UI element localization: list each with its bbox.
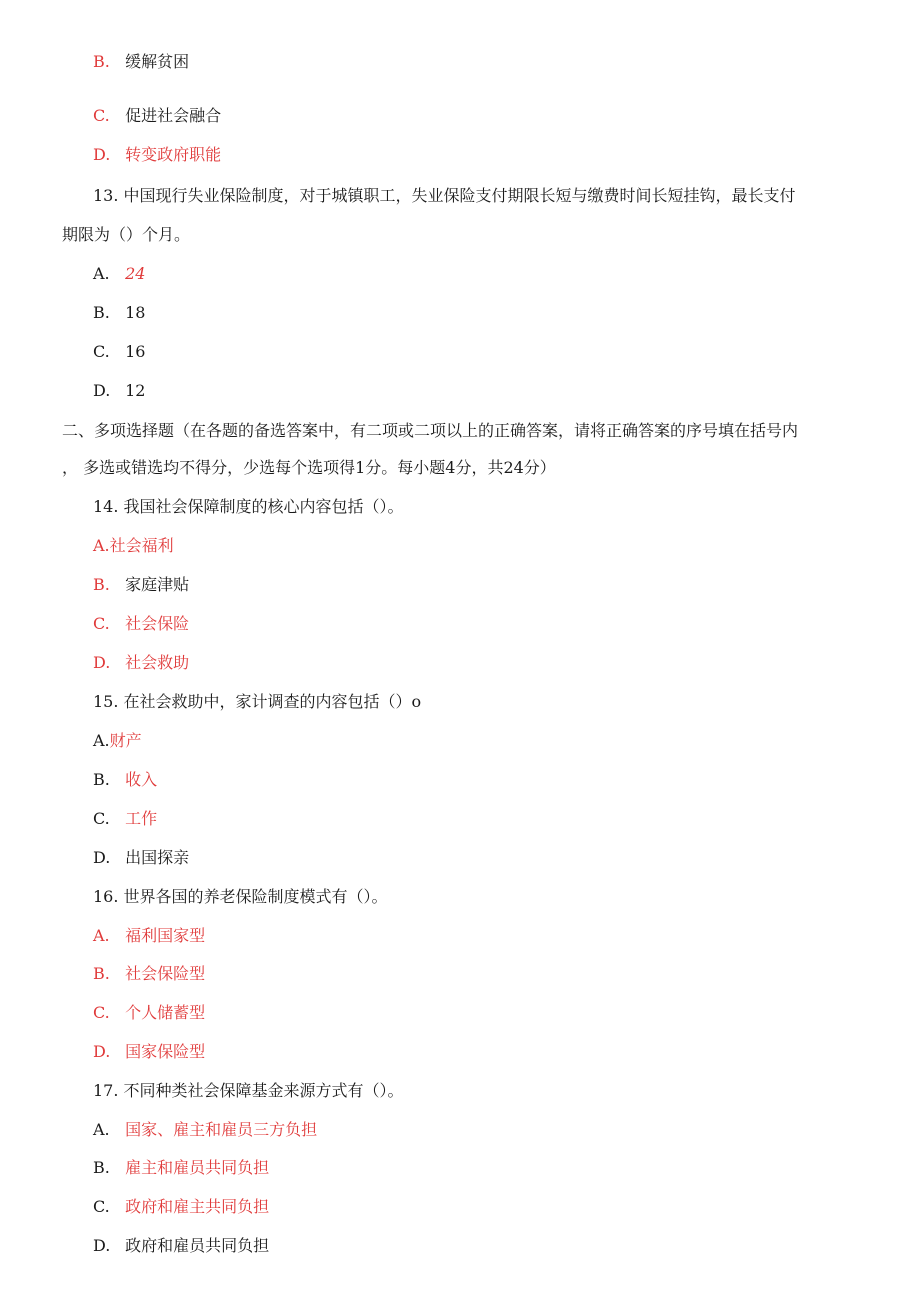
option-text: 雇主和雇员共同负担 (125, 1158, 270, 1177)
option-label: A. (93, 926, 110, 945)
option-text: 社会保险型 (125, 964, 206, 983)
q14-option-c (93, 614, 189, 634)
q16-option-a (93, 926, 205, 946)
option-text: 16 (125, 342, 146, 361)
option-text: 财产 (109, 731, 142, 750)
option-label: B. (93, 52, 110, 71)
option-text: 政府和雇员共同负担 (125, 1236, 270, 1255)
q13-option-c (93, 342, 145, 362)
q13-option-a (93, 264, 145, 284)
option-label: D. (93, 653, 111, 672)
option-text: 收入 (125, 770, 158, 789)
option-label: D. (93, 1042, 111, 1061)
q14-option-a (93, 536, 174, 556)
option-label: C. (93, 809, 110, 828)
option-label: B. (93, 964, 110, 983)
q13-option-d (93, 381, 145, 401)
option-label: D. (93, 381, 111, 400)
option-label: A. (93, 264, 110, 283)
q17-option-a (93, 1120, 317, 1140)
option-text: 缓解贫困 (125, 52, 190, 71)
option-label: D. (93, 145, 111, 164)
option-text: 转变政府职能 (125, 145, 222, 164)
option-label: B. (93, 575, 110, 594)
q12-option-c (93, 106, 221, 126)
q14-stem: 14. 我国社会保障制度的核心内容包括（）。 (93, 497, 404, 516)
q13-stem-line2: 期限为（）个月。 (62, 225, 191, 244)
option-text: 社会福利 (109, 536, 174, 555)
q15-stem: 15. 在社会救助中，家计调查的内容包括（）o (93, 692, 422, 711)
option-text: 工作 (125, 809, 158, 828)
option-text: 政府和雇主共同负担 (125, 1197, 270, 1216)
option-text: 24 (125, 264, 146, 283)
q16-option-c (93, 1003, 205, 1023)
q13-stem-line1: 13. 中国现行失业保险制度，对于城镇职工，失业保险支付期限长短与缴费时间长短挂钩，最长支付 (93, 186, 796, 205)
option-text: 福利国家型 (125, 926, 206, 945)
q17-option-b (93, 1158, 269, 1178)
option-label: C. (93, 1003, 110, 1022)
q16-option-b (93, 964, 205, 984)
q16-stem: 16. 世界各国的养老保险制度模式有（）。 (93, 887, 388, 906)
q15-option-b (93, 770, 157, 790)
option-label: A. (93, 536, 110, 555)
option-label: A. (93, 1120, 110, 1139)
q14-option-b (93, 575, 189, 595)
option-label: D. (93, 1236, 111, 1255)
q14-option-d (93, 653, 189, 673)
option-label: C. (93, 106, 110, 125)
q13-option-b (93, 303, 145, 323)
option-label: B. (93, 303, 110, 322)
q17-stem: 17. 不同种类社会保障基金来源方式有（）。 (93, 1081, 404, 1100)
option-text: 12 (125, 381, 146, 400)
section-heading-line2: ， 多选或错选均不得分，少选每个选项得1分。每小题4分，共24分） (62, 458, 556, 477)
option-text: 个人储蓄型 (125, 1003, 206, 1022)
option-label: B. (93, 770, 110, 789)
q12-option-b (93, 52, 189, 72)
option-text: 国家保险型 (125, 1042, 206, 1061)
option-label: D. (93, 848, 111, 867)
option-label: C. (93, 1197, 110, 1216)
option-text: 家庭津贴 (125, 575, 190, 594)
q15-option-c (93, 809, 157, 829)
option-text: 国家、雇主和雇员三方负担 (125, 1120, 318, 1139)
option-text: 18 (125, 303, 146, 322)
q16-option-d (93, 1042, 205, 1062)
option-text: 社会保险 (125, 614, 190, 633)
option-label: C. (93, 614, 110, 633)
q17-option-d (93, 1236, 269, 1256)
option-text: 社会救助 (125, 653, 190, 672)
option-text: 促进社会融合 (125, 106, 222, 125)
q17-option-c (93, 1197, 269, 1217)
option-label: B. (93, 1158, 110, 1177)
q15-option-a (93, 731, 142, 751)
q15-option-d (93, 848, 189, 868)
section-heading-line1: 二、多项选择题（在各题的备选答案中，有二项或二项以上的正确答案，请将正确答案的序号填在括号内 (62, 421, 799, 440)
option-label: A. (93, 731, 110, 750)
option-text: 出国探亲 (125, 848, 190, 867)
q12-option-d (93, 145, 221, 165)
option-label: C. (93, 342, 110, 361)
